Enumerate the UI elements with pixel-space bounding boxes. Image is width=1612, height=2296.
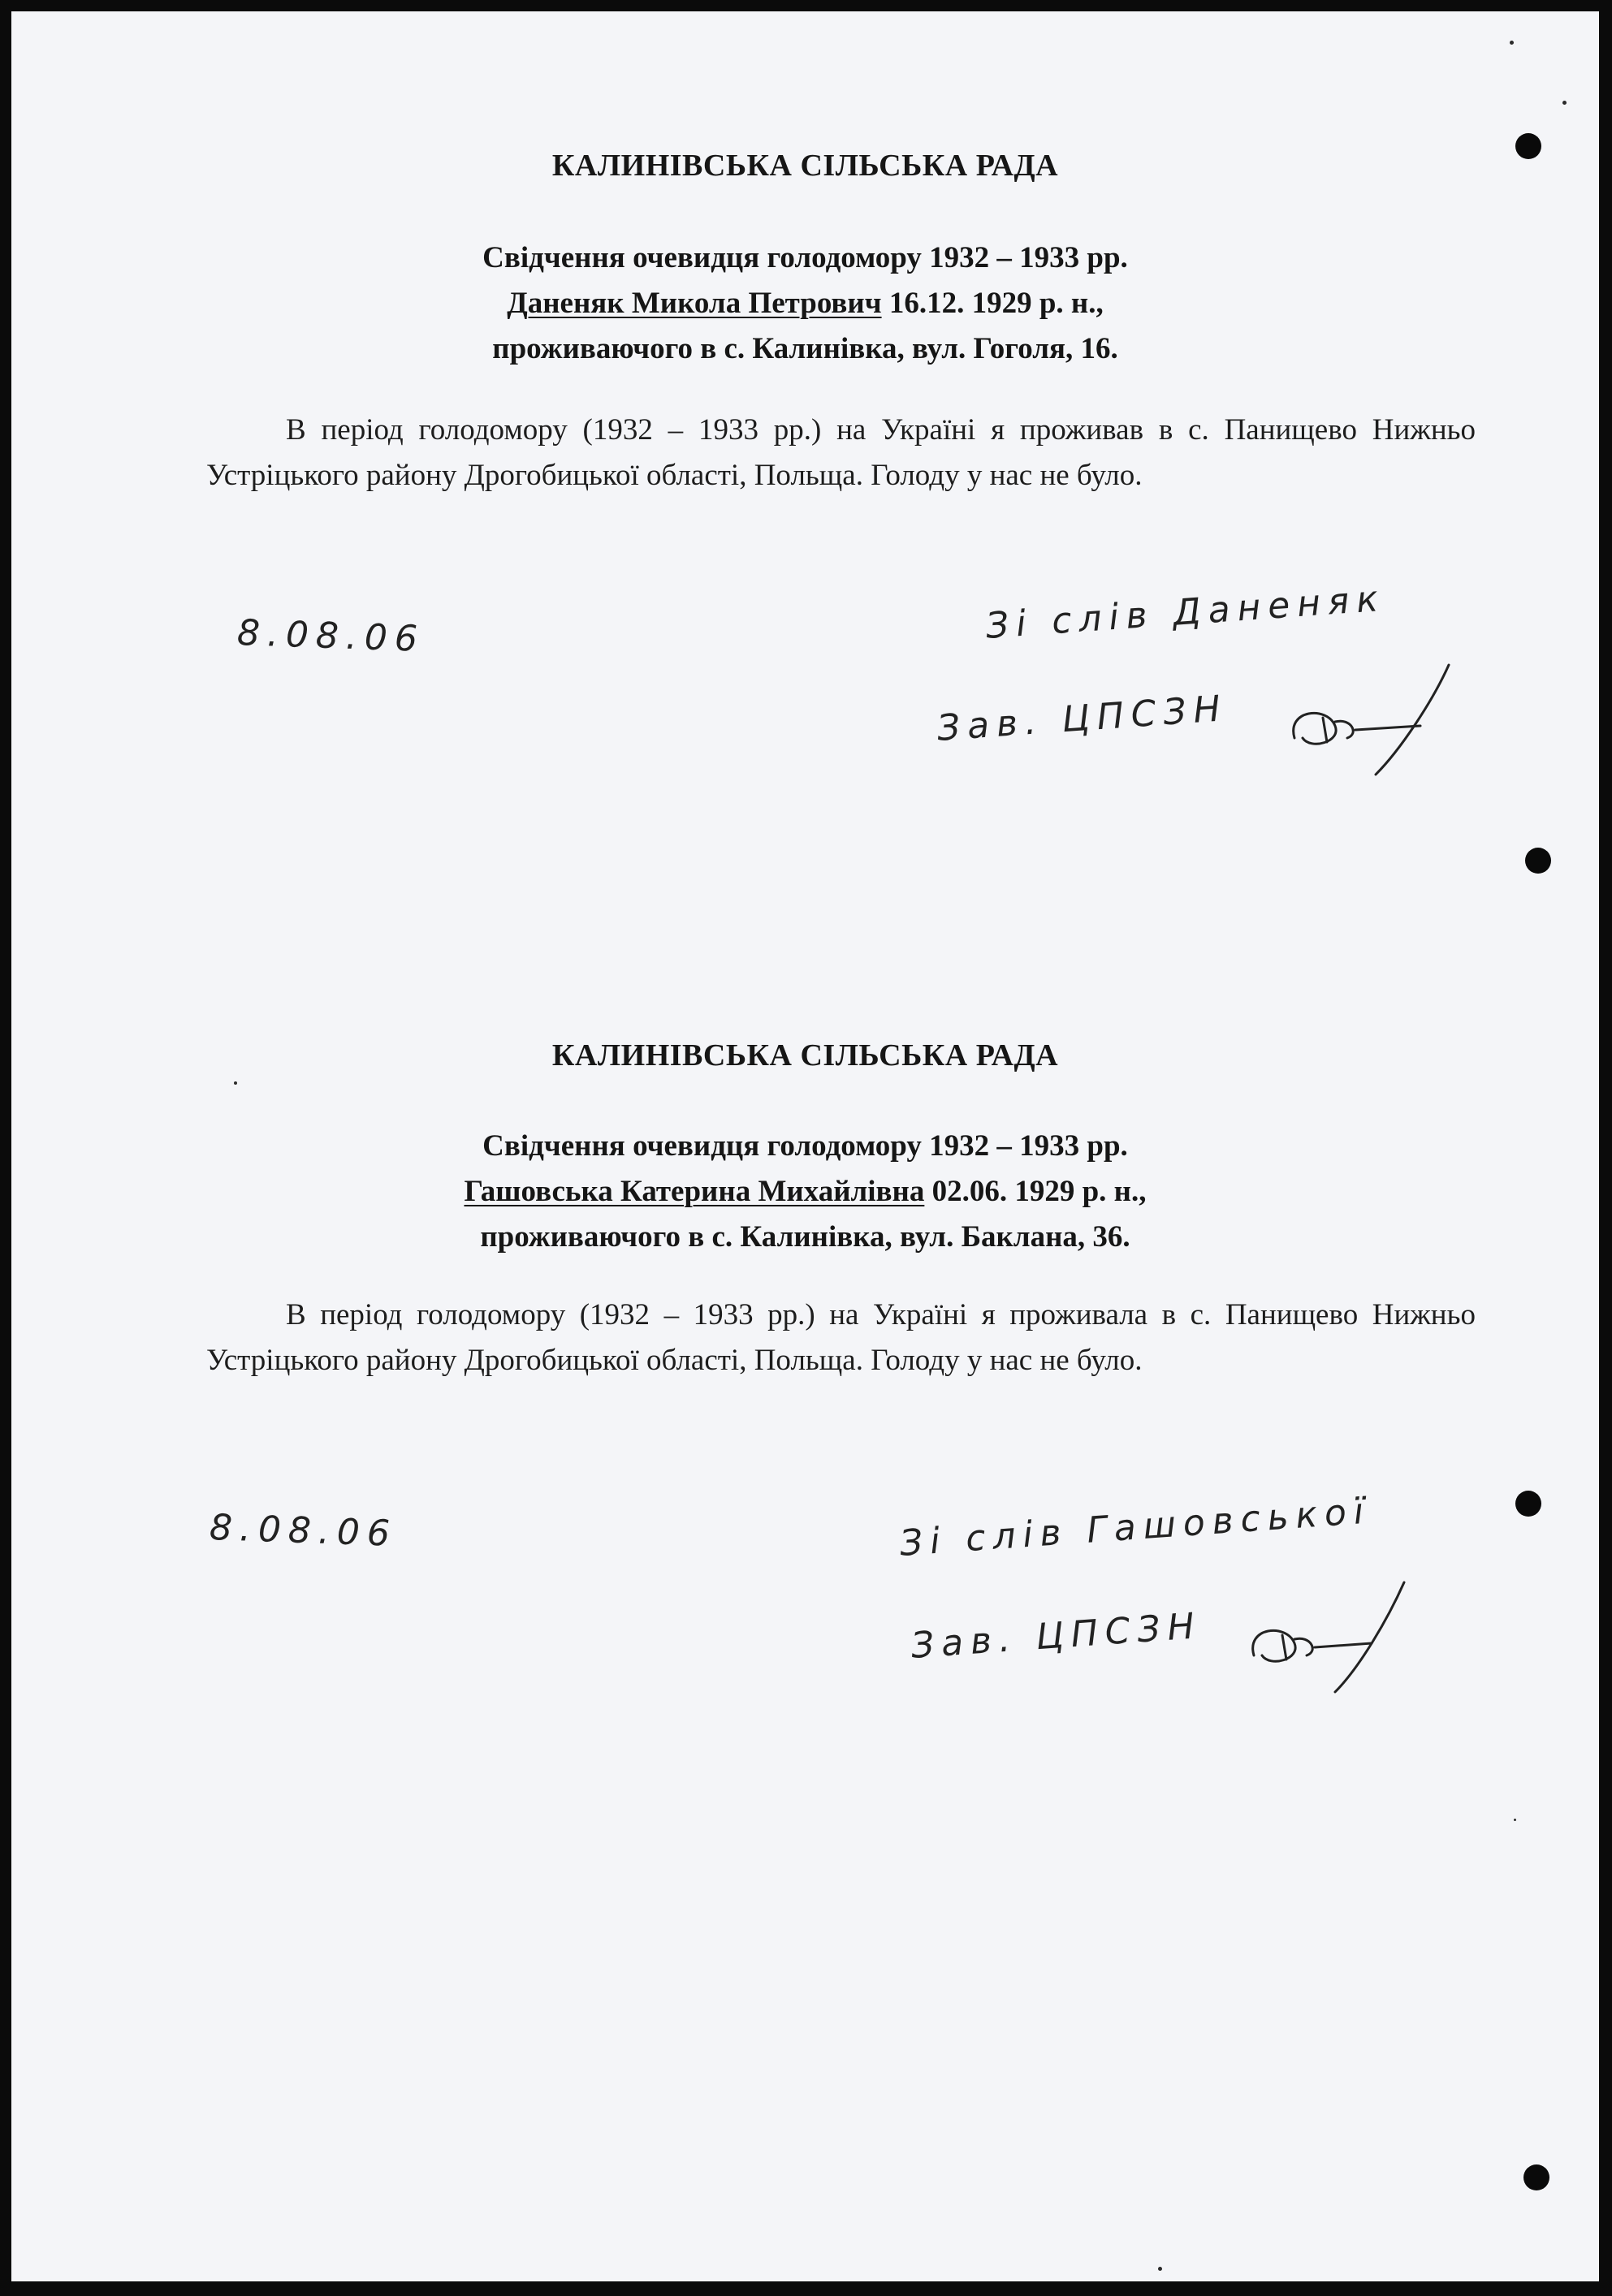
speck <box>1510 41 1514 45</box>
signature-1 <box>1278 661 1465 783</box>
witness-address-2: проживаючого в с. Калинівка, вул. Баклана, 36. <box>480 1220 1130 1254</box>
speck <box>1158 2267 1162 2271</box>
handwritten-note-2: Зі слів Гашовської <box>898 1490 1372 1564</box>
punch-hole <box>1523 2164 1549 2190</box>
speck <box>1514 1819 1516 1821</box>
witness-birth-1: 16.12. 1929 р. н., <box>881 287 1104 320</box>
witness-name-1: Даненяк Микола Петрович <box>507 287 882 320</box>
testimony-text-2: В період голодомору (1932 – 1933 рр.) на Україні я проживала в с. Панищево Нижньо Устріцького району Дрогобицької області, Польща. Голоду у нас не було. <box>206 1298 1476 1377</box>
handwritten-note-1: Зі слів Даненяк <box>984 577 1387 647</box>
witness-line-1 <box>11 281 1599 326</box>
handwritten-signoff-2: Зав. ЦПСЗН <box>910 1605 1204 1667</box>
witness-birth-2: 02.06. 1929 р. н., <box>924 1175 1147 1208</box>
testimony-title-2: Свідчення очевидця голодомору 1932 – 1933 рр. <box>482 1129 1128 1163</box>
punch-hole <box>1515 133 1541 159</box>
document-page <box>11 11 1599 2281</box>
witness-address-1: проживаючого в с. Калинівка, вул. Гоголя, 16. <box>492 332 1118 365</box>
handwritten-date-1: 8.08.06 <box>236 612 426 661</box>
council-heading-1: КАЛИНІВСЬКА СІЛЬСЬКА РАДА <box>551 149 1059 183</box>
signature-2 <box>1238 1578 1424 1700</box>
handwritten-date-2: 8.08.06 <box>209 1507 398 1556</box>
testimony-text-1: В період голодомору (1932 – 1933 рр.) на Україні я проживав в с. Панищево Нижньо Устріцького району Дрогобицької області, Польща. Голоду у нас не було. <box>206 413 1476 492</box>
handwritten-signoff-1: Зав. ЦПСЗН <box>936 688 1230 749</box>
speck <box>234 1081 237 1085</box>
testimony-title-1: Свідчення очевидця голодомору 1932 – 1933 рр. <box>482 241 1128 274</box>
council-heading-2: КАЛИНІВСЬКА СІЛЬСЬКА РАДА <box>551 1038 1059 1072</box>
witness-line-2 <box>11 1169 1599 1215</box>
speck <box>1562 101 1567 105</box>
witness-name-2: Гашовська Катерина Михайлівна <box>464 1175 925 1208</box>
punch-hole <box>1515 1491 1541 1517</box>
punch-hole <box>1525 848 1551 874</box>
